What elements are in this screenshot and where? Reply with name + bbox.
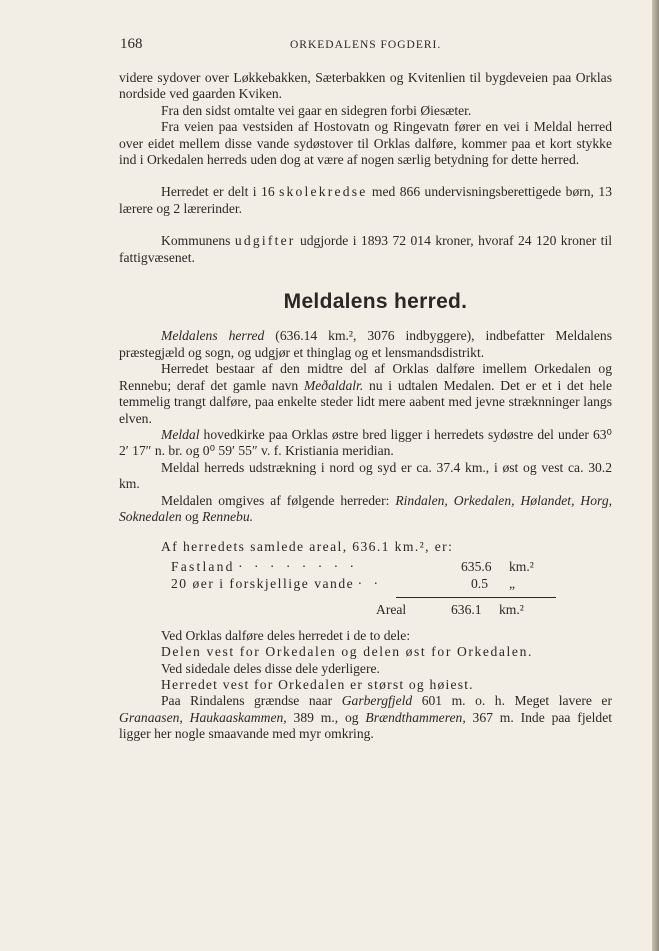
paragraph: Meldal hovedkirke paa Orklas østre bred ligger i herredets sydøstre del under 63⁰ 2′ 17″ n. br. og 0⁰ 59′ 55″ v. f. Kristiania meridian.	[119, 426, 612, 459]
paragraph: Herredet bestaar af den midtre del af Orklas dalføre imellem Orkedalen og Rennebu; deraf det gamle navn Meðaldalr. nu i udtalen Medalen. Det er et i det hele temmelig trangt dalføre, paa enkelte steder lidt mere aabent med jevne stræknninger langs elven.	[119, 361, 612, 426]
paragraph: videre sydover over Løkkebakken, Sæterbakken og Kvitenlien til bygdeveien paa Orklas nordside ved gaarden Kviken.	[119, 70, 612, 102]
paragraph: Meldal herreds udstrækning i nord og syd er ca. 37.4 km., i øst og vest ca. 30.2 km.	[119, 459, 612, 492]
paragraph: Fra veien paa vestsiden af Hostovatn og Ringevatn fører en vei i Meldal herred over eidet mellem disse vande sydøstover til Orklas dalføre, kommer paa et kort stykke ind i Orkedalen herreds uden dog at være af nogen særlig betydning for dette herred.	[119, 119, 612, 168]
sum-rule	[396, 597, 556, 598]
area-row: Fastland · · · · · · · · 635.6 km.²	[171, 558, 534, 574]
area-intro: Af herredets samlede areal, 636.1 km.², er:	[161, 539, 454, 555]
paragraph: Herredet vest for Orkedalen er størst og høiest.	[161, 676, 474, 692]
page-body	[119, 70, 612, 743]
area-row: 20 øer i forskjellige vande · · 0.5 „	[171, 575, 516, 591]
paragraph-schools: Herredet er delt i 16 skolekredse med 866 undervisningsberettigede børn, 13 lærere og 2 lærerinder.	[119, 184, 612, 216]
paragraph: Ved sidedale deles disse dele yderligere.	[161, 660, 380, 676]
page-number: 168	[120, 36, 143, 52]
area-total: Areal 636.1 km.²	[376, 601, 524, 617]
area-table	[161, 539, 612, 617]
paragraph: Delen vest for Orkedalen og delen øst for Orkedalen.	[161, 644, 533, 660]
paragraph: Meldalen omgives af følgende herreder: Rindalen, Orkedalen, Hølandet, Horg, Soknedalen og Rennebu.	[119, 492, 613, 524]
paragraph: Fra den sidst omtalte vei gaar en sidegren forbi Øiesæter.	[161, 102, 472, 118]
paragraph: Ved Orklas dalføre deles herredet i de to dele:	[161, 627, 411, 643]
paragraph: Meldalens herred (636.14 km.², 3076 indbyggere), indbefatter Meldalens præstegjæld og sogn, og udgjør et thinglag og et lensmandsdistrikt.	[119, 328, 612, 360]
section-title: Meldalens herred.	[283, 290, 468, 314]
paragraph-budget: Kommunens udgifter udgjorde i 1893 72 014 kroner, hvoraf 24 120 kroner til fattigvæsenet.	[119, 233, 613, 265]
page-header	[0, 36, 652, 56]
page-edge	[652, 0, 659, 951]
running-title: ORKEDALENS FOGDERI.	[290, 39, 442, 51]
paragraph: Paa Rindalens grændse naar Garbergfjeld 601 m. o. h. Meget lavere er Granaasen, Haukaaskammen, 389 m., og Brændthammeren, 367 m. Inde paa fjeldet ligger her nogle smaavande med myr omkring.	[119, 693, 613, 742]
